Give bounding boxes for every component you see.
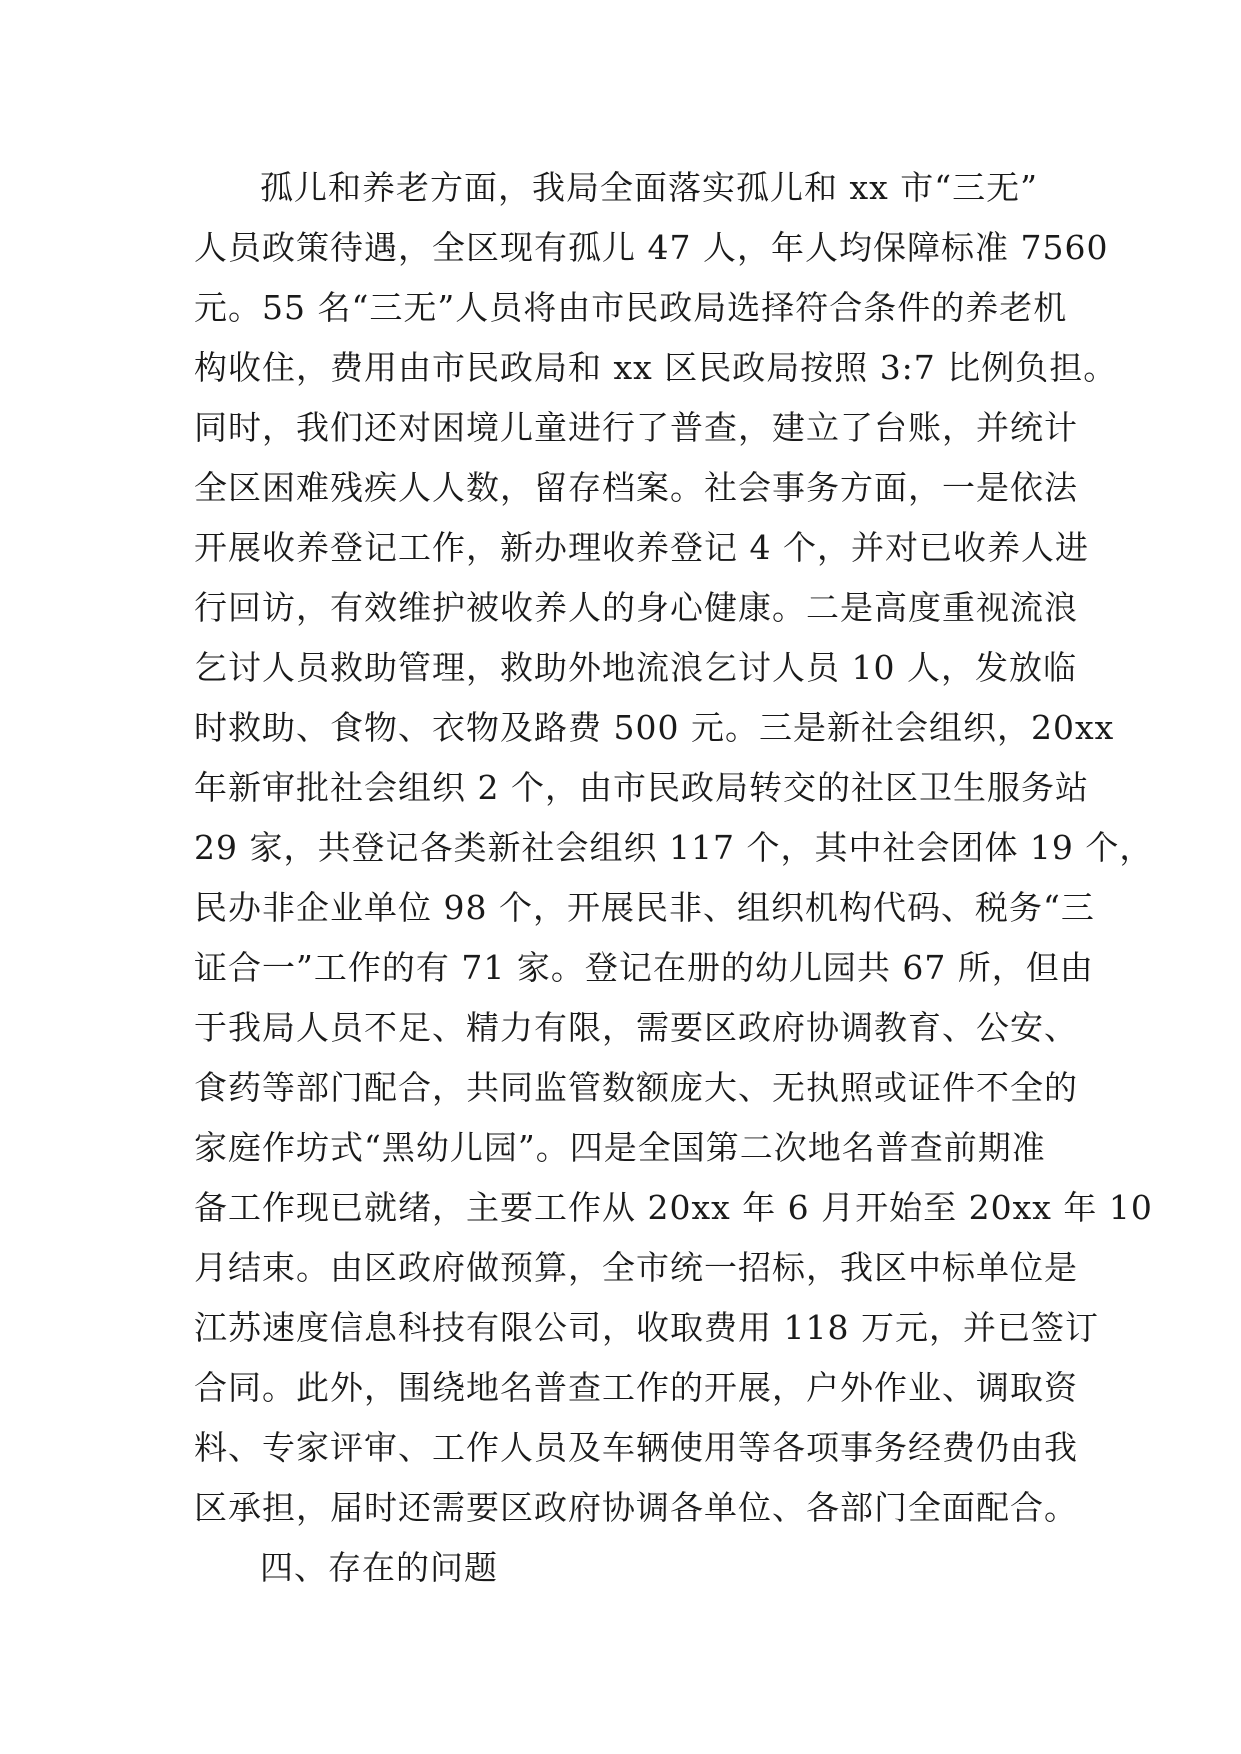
paragraph-line: 行回访，有效维护被收养人的身心健康。二是高度重视流浪 [194,588,1078,627]
paragraph-line: 人员政策待遇，全区现有孤儿 47 人，年人均保障标准 7560 [194,228,1109,267]
paragraph-line: 时救助、食物、衣物及路费 500 元。三是新社会组织，20xx [194,708,1115,747]
paragraph-line: 区承担，届时还需要区政府协调各单位、各部门全面配合。 [194,1488,1078,1527]
paragraph-line: 证合一”工作的有 71 家。登记在册的幼儿园共 67 所，但由 [194,948,1094,987]
paragraph-line: 料、专家评审、工作人员及车辆使用等各项事务经费仍由我 [194,1428,1078,1467]
paragraph-line: 家庭作坊式“黑幼儿园”。四是全国第二次地名普查前期准 [194,1128,1046,1167]
paragraph-line: 同时，我们还对困境儿童进行了普查，建立了台账，并统计 [194,408,1078,447]
paragraph-line: 月结束。由区政府做预算，全市统一招标，我区中标单位是 [194,1248,1078,1287]
section-heading: 四、存在的问题 [260,1548,498,1587]
paragraph-line: 全区困难残疾人人数，留存档案。社会事务方面，一是依法 [194,468,1078,507]
paragraph-line: 于我局人员不足、精力有限，需要区政府协调教育、公安、 [194,1008,1078,1047]
paragraph-line: 备工作现已就绪，主要工作从 20xx 年 6 月开始至 20xx 年 10 [194,1188,1153,1227]
paragraph-line: 开展收养登记工作，新办理收养登记 4 个，并对已收养人进 [194,528,1089,567]
paragraph-line: 元。55 名“三无”人员将由市民政局选择符合条件的养老机 [194,288,1068,327]
body-text [194,158,1154,1598]
paragraph-line: 构收住，费用由市民政局和 xx 区民政局按照 3:7 比例负担。 [194,348,1118,387]
paragraph-line: 年新审批社会组织 2 个，由市民政局转交的社区卫生服务站 [194,768,1089,807]
paragraph-line: 29 家，共登记各类新社会组织 117 个，其中社会团体 19 个， [194,828,1154,867]
paragraph-line: 民办非企业单位 98 个，开展民非、组织机构代码、税务“三 [194,888,1095,927]
paragraph-line: 孤儿和养老方面，我局全面落实孤儿和 xx 市“三无” [260,168,1038,207]
paragraph-line: 江苏速度信息科技有限公司，收取费用 118 万元，并已签订 [194,1308,1099,1347]
paragraph-line: 食药等部门配合，共同监管数额庞大、无执照或证件不全的 [194,1068,1078,1107]
paragraph-line: 乞讨人员救助管理，救助外地流浪乞讨人员 10 人，发放临 [194,648,1077,687]
paragraph-line: 合同。此外，围绕地名普查工作的开展，户外作业、调取资 [194,1368,1078,1407]
